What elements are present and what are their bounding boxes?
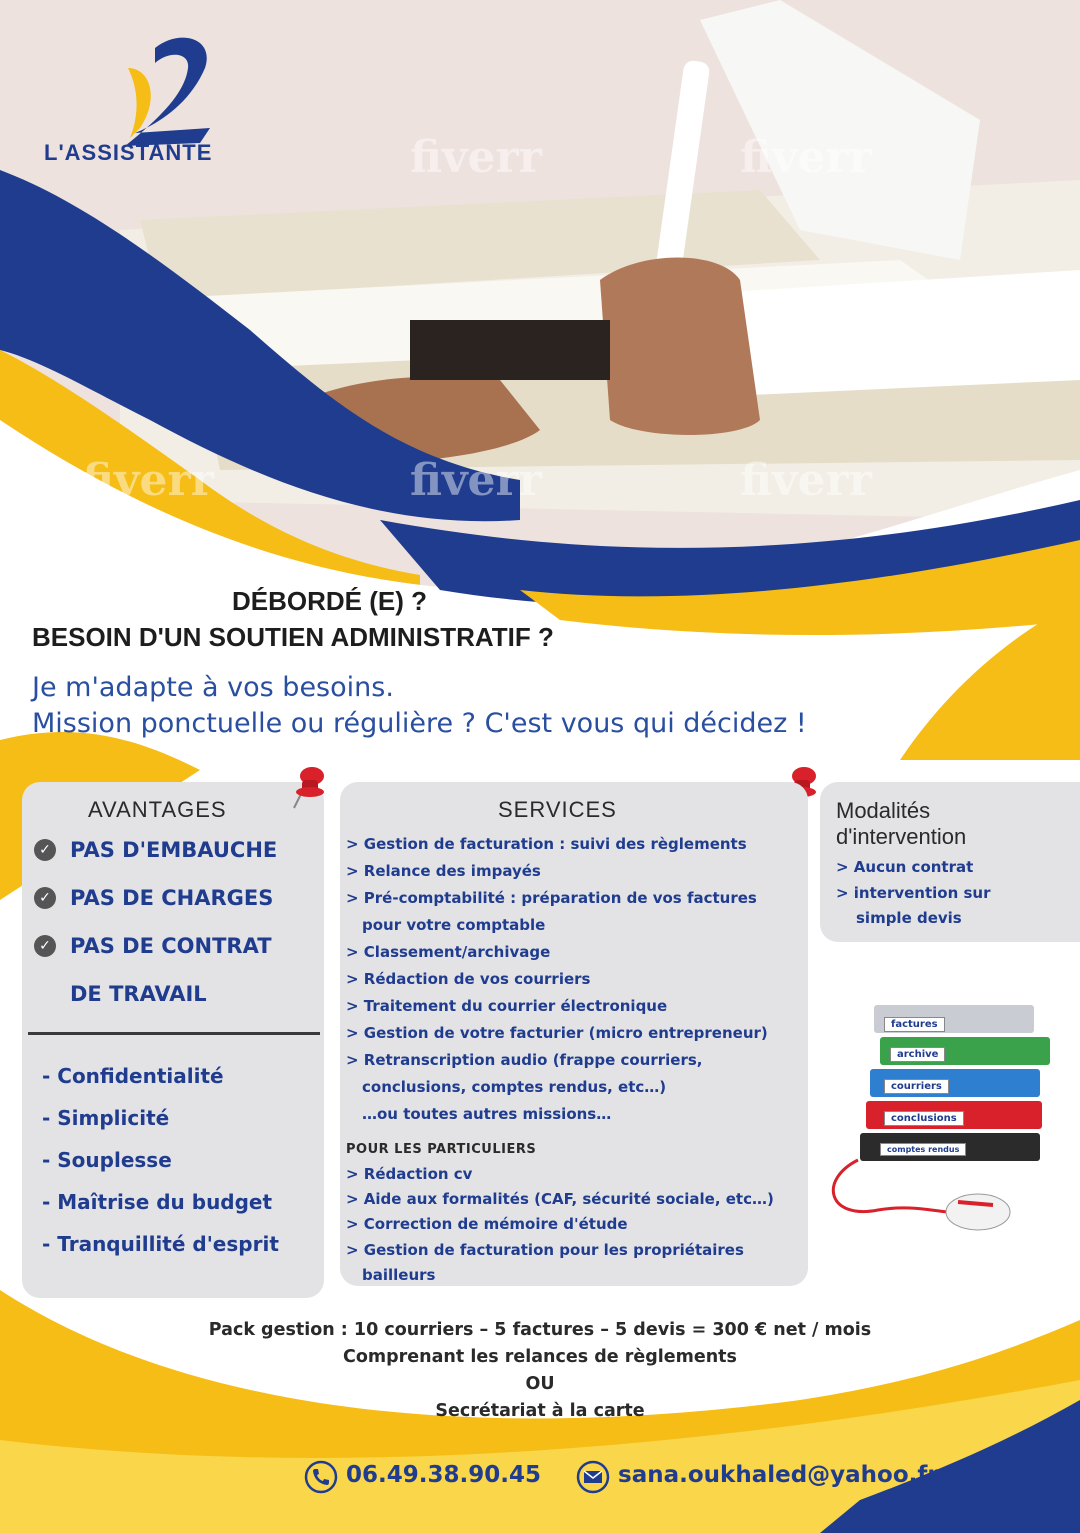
service-item: conclusions, comptes rendus, etc…)	[362, 1078, 667, 1096]
advantage-item: ✓ PAS DE CONTRAT	[34, 934, 272, 958]
service-item: …ou toutes autres missions…	[362, 1105, 612, 1123]
subheadline-line2: Mission ponctuelle ou régulière ? C'est vous qui décidez !	[32, 708, 807, 739]
modalite-item: > intervention sur	[836, 884, 991, 902]
advantage-item-cont: DE TRAVAIL	[70, 982, 207, 1006]
service-item: > Relance des impayés	[346, 862, 541, 880]
benefit-item: - Confidentialité	[42, 1064, 224, 1088]
service-item: > Gestion de votre facturier (micro entrepreneur)	[346, 1024, 768, 1042]
watermark: fiverr	[410, 455, 542, 506]
service-item: > Gestion de facturation : suivi des règlements	[346, 835, 747, 853]
email-icon	[576, 1460, 610, 1494]
benefit-item: - Maîtrise du budget	[42, 1190, 273, 1214]
headline-line1: DÉBORDÉ (E) ?	[232, 586, 427, 616]
check-icon: ✓	[34, 887, 56, 909]
particuliers-title: POUR LES PARTICULIERS	[346, 1142, 537, 1157]
particulier-item: bailleurs	[362, 1266, 436, 1284]
pack-or: OU	[525, 1374, 555, 1394]
pack-line2: Comprenant les relances de règlements	[343, 1347, 737, 1367]
advantage-item: ✓ PAS D'EMBAUCHE	[34, 838, 277, 862]
service-item: > Traitement du courrier électronique	[346, 997, 668, 1015]
particulier-item: > Aide aux formalités (CAF, sécurité sociale, etc…)	[346, 1190, 774, 1208]
services-title: SERVICES	[498, 797, 617, 822]
particulier-item: > Correction de mémoire d'étude	[346, 1215, 628, 1233]
watermark: fiverr	[740, 455, 872, 506]
particulier-item: > Rédaction cv	[346, 1165, 473, 1183]
email-address[interactable]: sana.oukhaled@yahoo.fr	[618, 1462, 939, 1488]
service-item: > Classement/archivage	[346, 943, 551, 961]
pack-line1: Pack gestion : 10 courriers – 5 factures – 5 devis = 300 € net / mois	[208, 1320, 872, 1340]
pushpin-icon	[288, 762, 332, 812]
binder-label: conclusions	[884, 1111, 964, 1126]
advantage-item: ✓ PAS DE CHARGES	[34, 886, 273, 910]
brand-name: L'ASSISTANTE	[44, 140, 213, 165]
service-item: > Pré-comptabilité : préparation de vos factures	[346, 889, 757, 907]
phone-number[interactable]: 06.49.38.90.45	[346, 1462, 541, 1488]
modalites-title-cont: d'intervention	[836, 824, 967, 849]
watermark: fiverr	[740, 132, 872, 183]
watermark: fiverr	[410, 132, 542, 183]
check-icon: ✓	[34, 839, 56, 861]
binder-label: comptes rendus	[880, 1143, 966, 1156]
subheadline-line1: Je m'adapte à vos besoins.	[32, 672, 394, 703]
phone-icon	[304, 1460, 338, 1494]
binder-label: factures	[884, 1017, 945, 1032]
modalite-item: simple devis	[856, 909, 962, 927]
watermark: fiverr	[82, 455, 214, 506]
binder-label: archive	[890, 1047, 945, 1062]
check-icon: ✓	[34, 935, 56, 957]
modalites-title: Modalités	[836, 798, 931, 823]
binder-label: courriers	[884, 1079, 949, 1094]
benefit-item: - Tranquillité d'esprit	[42, 1232, 279, 1256]
headline-line2: BESOIN D'UN SOUTIEN ADMINISTRATIF ?	[32, 622, 554, 652]
pack-line4: Secrétariat à la carte	[435, 1401, 645, 1421]
particulier-item: > Gestion de facturation pour les propriétaires	[346, 1241, 744, 1259]
avantages-title: AVANTAGES	[88, 797, 227, 822]
service-item: > Rédaction de vos courriers	[346, 970, 591, 988]
benefit-item: - Souplesse	[42, 1148, 172, 1172]
mouse-icon	[818, 1150, 1018, 1240]
service-item: > Retranscription audio (frappe courriers,	[346, 1051, 703, 1069]
service-item: pour votre comptable	[362, 916, 546, 934]
divider	[28, 1032, 320, 1035]
benefit-item: - Simplicité	[42, 1106, 170, 1130]
modalite-item: > Aucun contrat	[836, 858, 974, 876]
hand-holding-flag	[600, 258, 760, 436]
